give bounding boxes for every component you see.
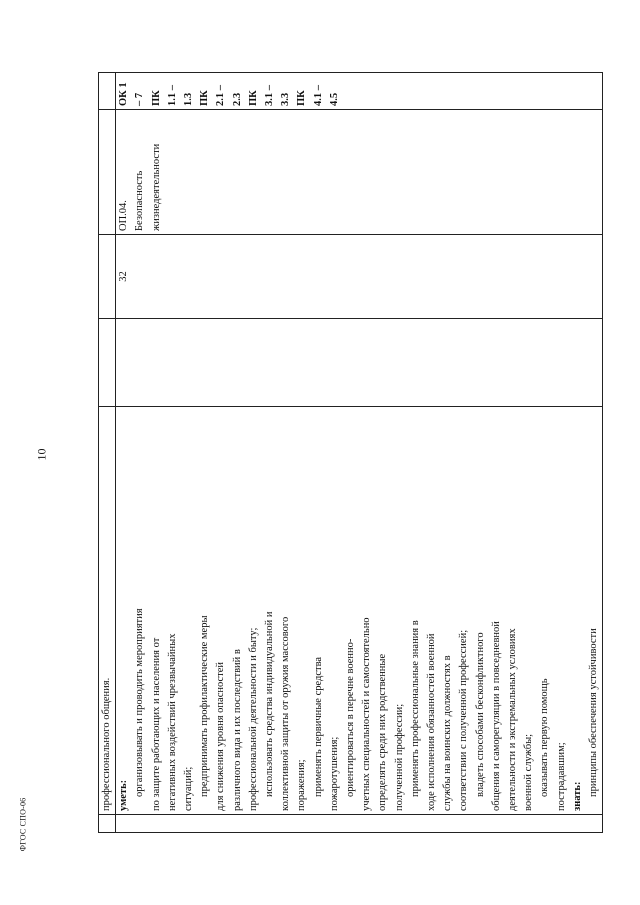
cell-empty bbox=[99, 234, 116, 318]
cell-competencies bbox=[116, 72, 603, 109]
skill-line: военной службы; bbox=[523, 733, 535, 811]
skill-line: профессиональной деятельности и быту; bbox=[247, 627, 259, 811]
competency-list bbox=[116, 76, 343, 106]
skill-line: применять профессиональные знания в bbox=[409, 619, 421, 797]
cell-discipline bbox=[116, 109, 603, 234]
skill-line: различного вида и их последствий в bbox=[231, 648, 243, 811]
skill-line: организовывать и проводить мероприятия bbox=[134, 607, 146, 797]
skill-line: общения и саморегуляции в повседневной bbox=[490, 620, 502, 811]
skill-line: деятельности и экстремальных условиях bbox=[507, 627, 519, 811]
cell-empty bbox=[99, 109, 116, 234]
skills-list bbox=[132, 410, 569, 811]
cell-skills-knowledge bbox=[116, 406, 603, 814]
skill-line: поражения; bbox=[296, 758, 308, 811]
skill-line: соответствии с полученной профессией; bbox=[458, 629, 470, 811]
skill-line: ориентироваться в перечне военно- bbox=[345, 638, 357, 797]
competency-code: ОК 1 – 7 bbox=[118, 81, 146, 106]
skill-line: ходе исполнения обязанностей военной bbox=[426, 632, 438, 811]
discipline-name-line: Безопасность bbox=[134, 170, 146, 231]
skill-line: по защите работающих и населения от bbox=[150, 637, 162, 811]
skills-heading: уметь: bbox=[118, 779, 130, 811]
discipline-name-line: жизнедеятельности bbox=[150, 143, 162, 231]
skill-line: пострадавшим; bbox=[555, 741, 567, 811]
skill-line: применять первичные средства bbox=[312, 656, 324, 797]
cell-empty-index bbox=[116, 814, 603, 832]
cell-empty bbox=[99, 318, 116, 406]
skill-line: пожаротушения; bbox=[328, 736, 340, 811]
competency-code: ПК 2.1 – 2.3 bbox=[199, 84, 243, 106]
skill-line: учетных специальностей и самостоятельно bbox=[361, 616, 373, 811]
knowledge-heading: знать: bbox=[571, 781, 583, 811]
competency-code: ПК 3.1 – 3.3 bbox=[247, 84, 292, 106]
cell-empty bbox=[116, 318, 603, 406]
skill-line: коллективной защиты от оружия массового bbox=[280, 616, 292, 811]
skill-line: использовать средства индивидуальной и bbox=[264, 611, 276, 797]
table-row-top bbox=[99, 72, 116, 832]
document-code: ФГОС СПО-06 bbox=[18, 797, 28, 852]
skill-line: оказывать первую помощь bbox=[539, 677, 551, 797]
page-number: 10 bbox=[34, 448, 49, 461]
skill-line: негативных воздействий чрезвычайных bbox=[166, 633, 178, 811]
skill-line: полученной профессии; bbox=[393, 703, 405, 811]
cell-prev-text: профессионального общения. bbox=[99, 406, 116, 814]
cell-empty bbox=[99, 72, 116, 109]
table-row-discipline bbox=[116, 72, 603, 832]
skill-line: владеть способами бесконфликтного bbox=[474, 631, 486, 797]
skill-line: определять среди них родственные bbox=[377, 653, 389, 811]
skill-line: ситуаций; bbox=[183, 766, 195, 811]
rotated-page-content bbox=[98, 73, 600, 833]
discipline-code: ОП.04. bbox=[118, 199, 130, 231]
skill-line: службы на воинских должностях в bbox=[442, 654, 454, 811]
knowledge-line: принципы обеспечения устойчивости bbox=[588, 627, 600, 797]
competency-table bbox=[98, 72, 603, 833]
cell-empty-index bbox=[99, 814, 116, 832]
competency-code: ПК 4.1 – 4.5 bbox=[296, 84, 340, 106]
cell-hours: 32 bbox=[116, 234, 603, 318]
skill-line: предпринимать профилактические меры bbox=[199, 614, 211, 797]
competency-code: ПК 1.1 – 1.3 bbox=[150, 84, 195, 106]
skill-line: для снижения уровня опасностей bbox=[215, 661, 227, 811]
